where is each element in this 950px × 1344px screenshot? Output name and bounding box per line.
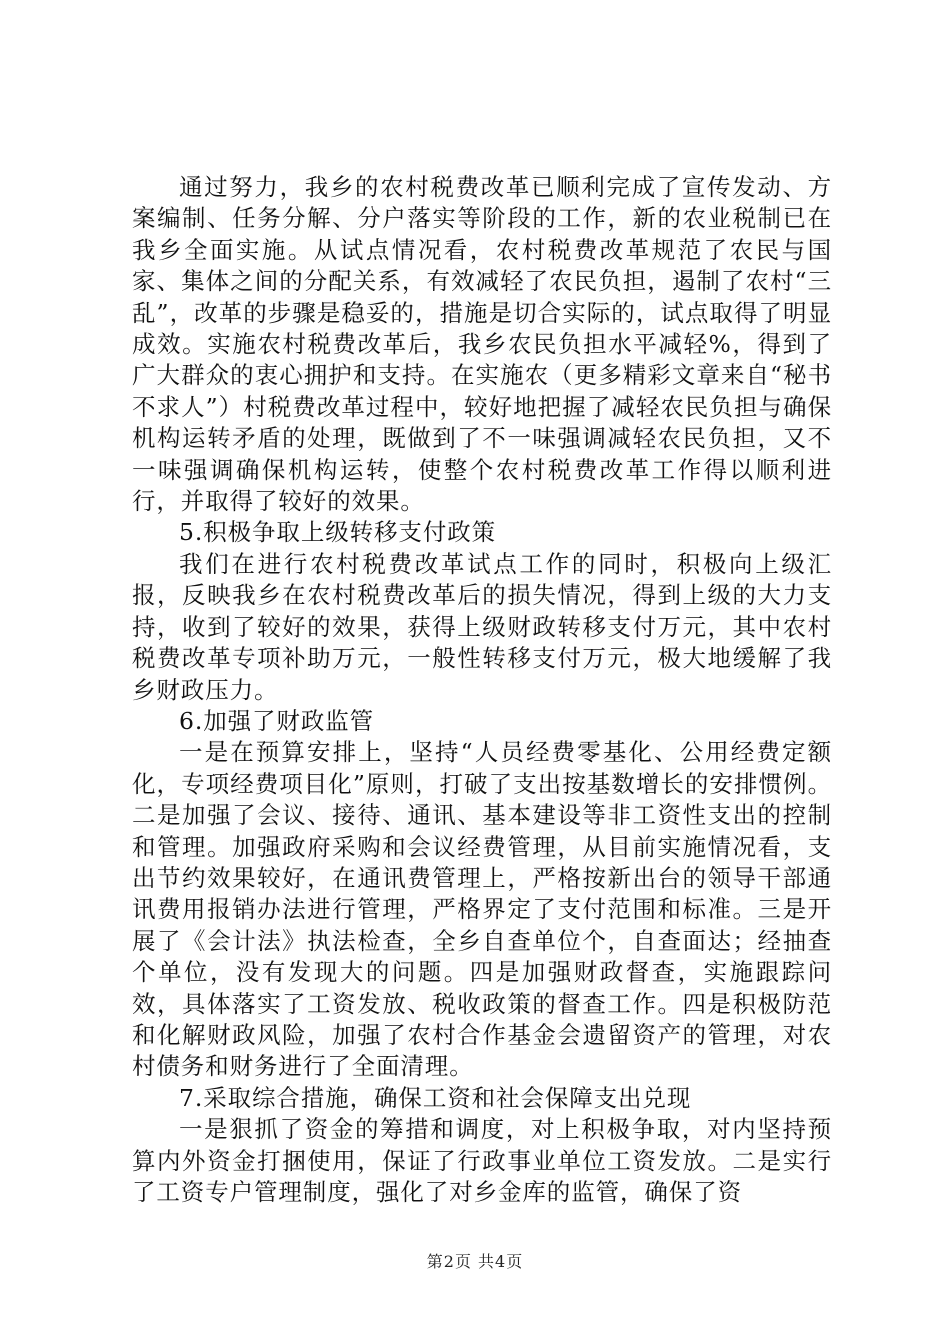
paragraph-reform-results: 通过努力，我乡的农村税费改革已顺利完成了宣传发动、方案编制、任务分解、分户落实等阶段的工作，新的农业税制已在我乡全面实施。从试点情况看，农村税费改革规范了农民与国家、集体之间的分配关系，有效减轻了农民负担，遏制了农村“三乱”，改革的步骤是稳妥的，措施是切合实际的，试点取得了明显成效。实施农村税费改革后，我乡农民负担水平减轻%，得到了广大群众的衷心拥护和支持。在实施农（更多精彩文章来自“秘书不求人”）村税费改革过程中，较好地把握了减轻农民负担与确保机构运转矛盾的处理，既做到了不一味强调减轻农民负担，又不一味强调确保机构运转，使整个农村税费改革工作得以顺利进行，并取得了较好的效果。 — [132, 173, 832, 516]
document-body — [132, 172, 832, 1208]
paragraph-fiscal-supervision: 一是在预算安排上，坚持“人员经费零基化、公用经费定额化，专项经费项目化”原则，打破了支出按基数增长的安排惯例。二是加强了会议、接待、通讯、基本建设等非工资性支出的控制和管理。加强政府采购和会议经费管理，从目前实施情况看，支出节约效果较好，在通讯费管理上，严格按新出台的领导干部通讯费用报销办法进行管理，严格界定了支付范围和标准。三是开展了《会计法》执法检查，全乡自查单位个，自查面达；经抽查个单位，没有发现大的问题。四是加强财政督查，实施跟踪问效，具体落实了工资发放、税收政策的督查工作。四是积极防范和化解财政风险，加强了农村合作基金会遗留资产的管理，对农村债务和财务进行了全面清理。 — [132, 738, 832, 1081]
section-heading-6: 6.加强了财政监管 — [179, 706, 375, 735]
section-heading-7: 7.采取综合措施，确保工资和社会保障支出兑现 — [179, 1083, 692, 1112]
paragraph-transfer-payments: 我们在进行农村税费改革试点工作的同时，积极向上级汇报，反映我乡在农村税费改革后的损失情况，得到上级的大力支持，收到了较好的效果，获得上级财政转移支付万元，其中农村税费改革专项补助万元，一般性转移支付万元，极大地缓解了我乡财政压力。 — [132, 549, 832, 704]
section-heading-5: 5.积极争取上级转移支付政策 — [179, 518, 497, 547]
paragraph-wage-guarantee: 一是狠抓了资金的筹措和调度，对上积极争取，对内坚持预算内外资金打捆使用，保证了行政事业单位工资发放。二是实行了工资专户管理制度，强化了对乡金库的监管，确保了资 — [132, 1115, 832, 1206]
page-number-footer: 第2页 共4页 — [426, 1252, 524, 1271]
